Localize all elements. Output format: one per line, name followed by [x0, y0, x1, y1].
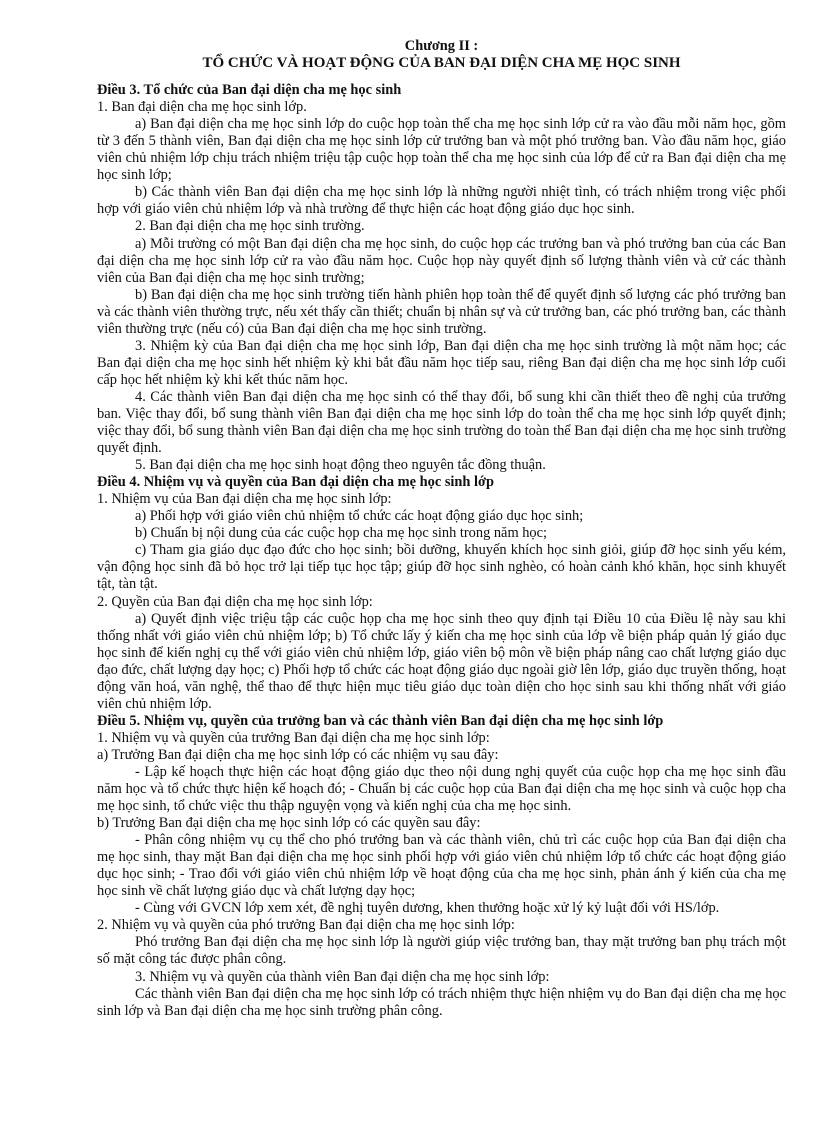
paragraph: - Lập kế hoạch thực hiện các hoạt động giáo dục theo nội dung nghị quyết của cuộc họp cha mẹ học sinh đầu năm học và tổ chức thực hiện kế hoạch đó; - Chuẩn bị các cuộc họp của Ban đại diện cha mẹ học sinh và cuộc họp cha mẹ học sinh, tổ chức việc thu thập nguyện vọng và kiến nghị của cha mẹ học sinh.	[97, 763, 786, 815]
paragraph: 2. Nhiệm vụ và quyền của phó trưởng Ban đại diện cha mẹ học sinh lớp:	[97, 917, 515, 934]
paragraph: 3. Nhiệm kỳ của Ban đại diện cha mẹ học sinh lớp, Ban đại diện cha mẹ học sinh trường là một năm học; các Ban đại diện cha mẹ học sinh hết nhiệm kỳ khi bắt đầu năm học tiếp sau, riêng Ban đại diện cha mẹ học sinh lớp cuối cấp học hết nhiệm kỳ khi kết thúc năm học.	[97, 337, 786, 388]
paragraph: a) Mỗi trường có một Ban đại diện cha mẹ học sinh, do cuộc họp các trưởng ban và phó trưởng ban của các Ban đại diện cha mẹ học sinh lớp cử ra vào đầu năm học. Cuộc họp này quyết định số lượng thành viên và cử các thành viên của Ban đại diện cha mẹ học sinh trường;	[97, 235, 786, 286]
paragraph: 2. Quyền của Ban đại diện cha mẹ học sinh lớp:	[97, 593, 373, 610]
chapter-number: Chương II :	[404, 38, 479, 54]
paragraph: 2. Ban đại diện cha mẹ học sinh trường.	[135, 218, 365, 235]
paragraph: b) Ban đại diện cha mẹ học sinh trường tiến hành phiên họp toàn thể để quyết định số lượng các phó trưởng ban và các thành viên thường trực, nếu xét thấy cần thiết; chuẩn bị nhân sự và cử trưởng ban, các phó trưởng ban, các thành viên thường trực (nếu có) của Ban đại diện cha mẹ học sinh trường.	[97, 286, 786, 337]
paragraph: b) Các thành viên Ban đại diện cha mẹ học sinh lớp là những người nhiệt tình, có trách nhiệm trong việc phối hợp với giáo viên chủ nhiệm lớp và nhà trường để thực hiện các hoạt động giáo dục học sinh.	[97, 184, 786, 218]
paragraph: - Phân công nhiệm vụ cụ thể cho phó trưởng ban và các thành viên, chủ trì các cuộc họp của Ban đại diện cha mẹ học sinh, thay mặt Ban đại diện cha mẹ học sinh phối hợp với giáo viên chủ nhiệm lớp tổ chức các hoạt động giáo dục học sinh; - Trao đổi với giáo viên chủ nhiệm lớp về hoạt động của cha mẹ học sinh, phản ánh ý kiến của cha mẹ học sinh về chất lượng giáo dục và chất lượng dạy học;	[97, 832, 786, 900]
paragraph: a) Ban đại diện cha mẹ học sinh lớp do cuộc họp toàn thể cha mẹ học sinh lớp cử ra vào đầu mỗi năm học, gồm từ 3 đến 5 thành viên, Ban đại diện cha mẹ học sinh lớp cử trưởng ban và một phó trưởng ban. Vào đầu năm học, giáo viên chủ nhiệm lớp chịu trách nhiệm triệu tập cuộc họp toàn thể cha mẹ học sinh của lớp để cử ra Ban đại diện cha mẹ học sinh lớp;	[97, 116, 786, 184]
article-heading: Điều 5. Nhiệm vụ, quyền của trưởng ban và các thành viên Ban đại diện cha mẹ học sinh lớp	[97, 712, 664, 729]
article-heading: Điều 3. Tổ chức của Ban đại diện cha mẹ học sinh	[97, 82, 402, 99]
article-heading: Điều 4. Nhiệm vụ và quyền của Ban đại diện cha mẹ học sinh lớp	[97, 474, 494, 491]
paragraph: Các thành viên Ban đại diện cha mẹ học sinh lớp có trách nhiệm thực hiện nhiệm vụ do Ban đại diện cha mẹ học sinh lớp và Ban đại diện cha mẹ học sinh trường phân công.	[97, 985, 786, 1019]
paragraph: 5. Ban đại diện cha mẹ học sinh hoạt động theo nguyên tắc đồng thuận.	[135, 457, 546, 474]
paragraph: a) Trưởng Ban đại diện cha mẹ học sinh lớp có các nhiệm vụ sau đây:	[97, 746, 499, 763]
paragraph: Phó trưởng Ban đại diện cha mẹ học sinh lớp là người giúp việc trưởng ban, thay mặt trưởng ban phụ trách một số mặt công tác được phân công.	[97, 934, 786, 968]
paragraph: 3. Nhiệm vụ và quyền của thành viên Ban đại diện cha mẹ học sinh lớp:	[135, 968, 550, 985]
document-page	[97, 38, 786, 1020]
paragraph: a) Phối hợp với giáo viên chủ nhiệm tổ chức các hoạt động giáo dục học sinh;	[135, 508, 584, 525]
chapter-title: TỔ CHỨC VÀ HOẠT ĐỘNG CỦA BAN ĐẠI DIỆN CHA MẸ HỌC SINH	[202, 55, 681, 72]
paragraph: a) Quyết định việc triệu tập các cuộc họp cha mẹ học sinh theo quy định tại Điều 10 của Điều lệ này sau khi thống nhất với giáo viên chủ nhiệm lớp; b) Tổ chức lấy ý kiến cha mẹ học sinh của lớp về biện pháp quản lý giáo dục học sinh để kiến nghị cụ thể với giáo viên chủ nhiệm lớp, giáo viên bộ môn về biện pháp nâng cao chất lượng giáo dục đạo đức, chất lượng dạy học; c) Phối hợp tổ chức các hoạt động giáo dục ngoài giờ lên lớp, giáo dục truyền thống, hoạt động văn hoá, văn nghệ, thể thao để thực hiện mục tiêu giáo dục toàn diện cho học sinh sau khi thống nhất với giáo viên chủ nhiệm lớp.	[97, 610, 786, 712]
paragraph: 1. Nhiệm vụ của Ban đại diện cha mẹ học sinh lớp:	[97, 491, 392, 508]
document-body	[97, 82, 786, 1020]
paragraph: b) Trưởng Ban đại diện cha mẹ học sinh lớp có các quyền sau đây:	[97, 815, 481, 832]
paragraph: c) Tham gia giáo dục đạo đức cho học sinh; bồi dưỡng, khuyến khích học sinh giỏi, giúp đỡ học sinh yếu kém, vận động học sinh đã bỏ học trở lại tiếp tục học tập; giúp đỡ học sinh nghèo, có hoàn cảnh khó khăn, học sinh khuyết tật, tàn tật.	[97, 542, 786, 593]
paragraph: 1. Ban đại diện cha mẹ học sinh lớp.	[97, 99, 307, 116]
paragraph: 1. Nhiệm vụ và quyền của trưởng Ban đại diện cha mẹ học sinh lớp:	[97, 729, 490, 746]
paragraph: - Cùng với GVCN lớp xem xét, đề nghị tuyên dương, khen thưởng hoặc xử lý kỷ luật đối với HS/lớp.	[135, 900, 720, 917]
paragraph: 4. Các thành viên Ban đại diện cha mẹ học sinh có thể thay đổi, bổ sung khi cần thiết theo đề nghị của trưởng ban. Việc thay đổi, bổ sung thành viên Ban đại diện cha mẹ học sinh lớp do toàn thể cha mẹ học sinh lớp quyết định; việc thay đổi, bổ sung thành viên Ban đại diện cha mẹ học sinh trường do toàn thể Ban đại diện cha mẹ học sinh trường quyết định.	[97, 388, 786, 457]
paragraph: b) Chuẩn bị nội dung của các cuộc họp cha mẹ học sinh trong năm học;	[135, 525, 548, 542]
